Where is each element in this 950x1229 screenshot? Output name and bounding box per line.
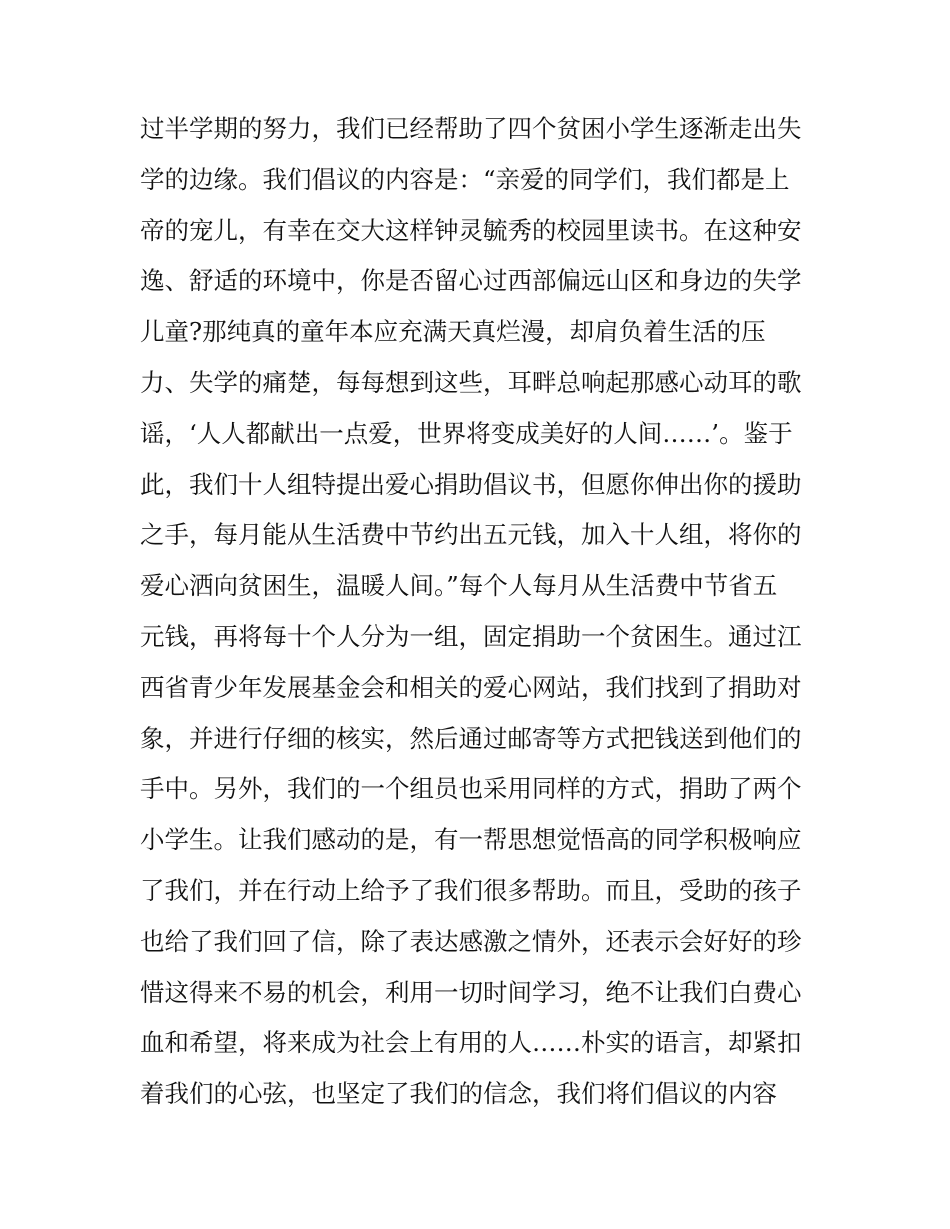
text-line: 力、失学的痛楚，每每想到这些，耳畔总响起那感心动耳的歌 bbox=[140, 367, 802, 397]
text-line: 小学生。让我们感动的是，有一帮思想觉悟高的同学积极响应 bbox=[140, 825, 802, 855]
text-line: 逸、舒适的环境中，你是否留心过西部偏远山区和身边的失学 bbox=[140, 266, 802, 296]
text-line: 手中。另外，我们的一个组员也采用同样的方式，捐助了两个 bbox=[140, 774, 802, 804]
text-line: 惜这得来不易的机会，利用一切时间学习，绝不让我们白费心 bbox=[140, 977, 802, 1007]
text-line: 儿童?那纯真的童年本应充满天真烂漫，却肩负着生活的压 bbox=[140, 317, 766, 347]
text-line: 血和希望，将来成为社会上有用的人……朴实的语言，却紧扣 bbox=[140, 1028, 802, 1058]
text-line: 谣，‘人人都献出一点爱，世界将变成美好的人间……’。鉴于 bbox=[140, 418, 793, 448]
text-line: 之手，每月能从生活费中节约出五元钱，加入十人组，将你的 bbox=[140, 520, 802, 550]
text-line: 了我们，并在行动上给予了我们很多帮助。而且，受助的孩子 bbox=[140, 875, 802, 905]
text-line: 西省青少年发展基金会和相关的爱心网站，我们找到了捐助对 bbox=[140, 672, 802, 702]
text-line: 爱心洒向贫困生，温暖人间。”每个人每月从生活费中节省五 bbox=[140, 571, 778, 601]
text-line: 帝的宠儿，有幸在交大这样钟灵毓秀的校园里读书。在这种安 bbox=[140, 215, 802, 245]
text-line: 象，并进行仔细的核实，然后通过邮寄等方式把钱送到他们的 bbox=[140, 723, 802, 753]
text-line: 过半学期的努力，我们已经帮助了四个贫困小学生逐渐走出失 bbox=[140, 114, 802, 143]
text-line: 着我们的心弦，也坚定了我们的信念，我们将们倡议的内容 bbox=[140, 1079, 777, 1109]
text-line: 学的边缘。我们倡议的内容是：“亲爱的同学们，我们都是上 bbox=[140, 164, 790, 194]
text-line: 元钱，再将每十个人分为一组，固定捐助一个贫困生。通过江 bbox=[140, 621, 802, 651]
text-line: 此，我们十人组特提出爱心捐助倡议书，但愿你伸出你的援助 bbox=[140, 469, 802, 499]
body-text bbox=[140, 104, 830, 1120]
text-line: 也给了我们回了信，除了表达感激之情外，还表示会好好的珍 bbox=[140, 926, 802, 956]
